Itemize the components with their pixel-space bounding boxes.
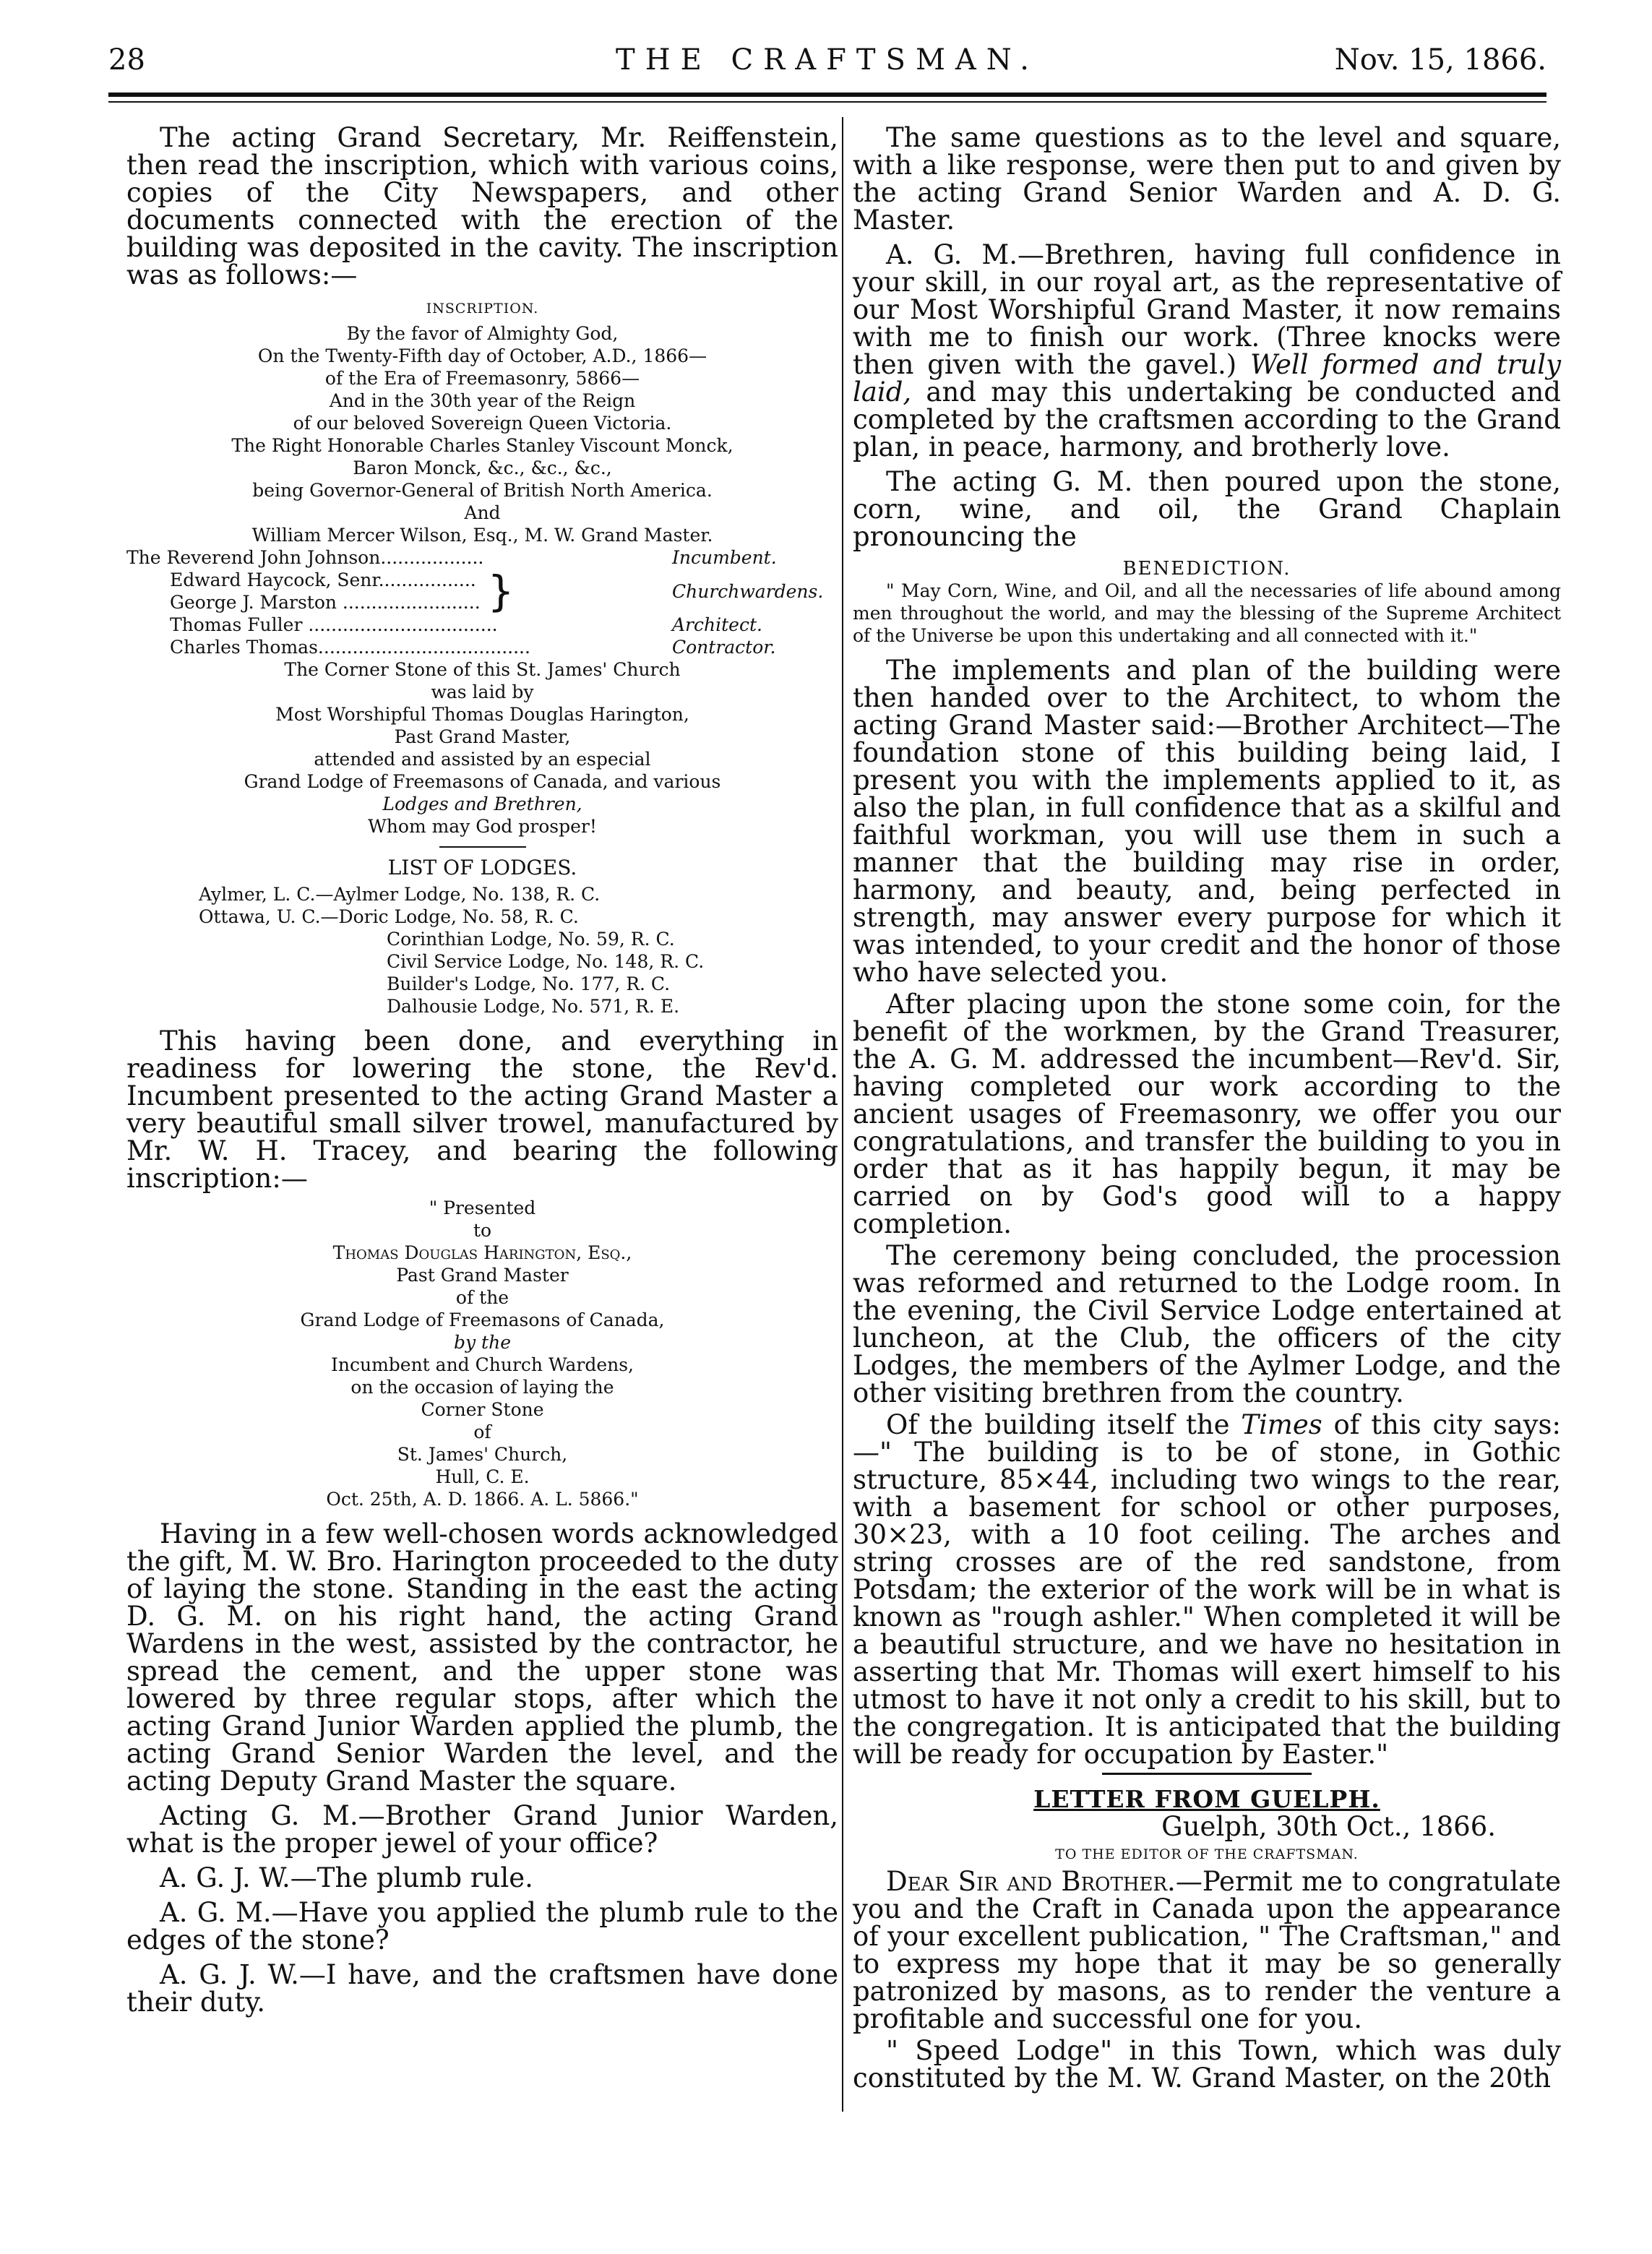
- inscription-line: And: [464, 502, 501, 523]
- inscription-line-italic: Lodges and Brethren,: [382, 793, 582, 814]
- inscription-line: Baron Monck, &c., &c., &c.,: [353, 457, 612, 478]
- page-number: 28: [108, 43, 145, 77]
- inscription-line: being Governor-General of British North America.: [252, 480, 713, 501]
- inscription-line: William Mercer Wilson, Esq., M. W. Grand Master.: [251, 525, 713, 546]
- lodge-item: Dalhousie Lodge, No. 571, R. E.: [387, 996, 680, 1017]
- trowel-line: Hull, C. E.: [435, 1466, 530, 1487]
- trowel-line: " Presented: [429, 1197, 536, 1218]
- paragraph-building: [853, 1411, 1561, 1768]
- running-header: [108, 43, 1546, 87]
- trowel-line: Thomas Douglas Harington, Esq.,: [332, 1242, 632, 1263]
- wardens-group: [170, 569, 522, 614]
- section-divider: [439, 846, 526, 848]
- inscription-line: was laid by: [431, 681, 534, 702]
- column-divider: [842, 117, 843, 2112]
- officers-list: [126, 546, 838, 658]
- paragraph-libation: The acting G. M. then poured upon the stone, corn, wine, and oil, the Grand Chaplain pronouncing the: [853, 466, 1561, 552]
- benediction-text: " May Corn, Wine, and Oil, and all the necessaries of life abound among men throughout the world, and may the blessing of the Supreme Architect of the Universe be upon this undertaking and all connected with it.": [853, 580, 1561, 646]
- text-run-italic: Times: [1241, 1409, 1322, 1440]
- issue-date: Nov. 15, 1866.: [1334, 43, 1546, 77]
- officer-role: Incumbent.: [672, 547, 777, 568]
- officer-row: [126, 614, 838, 636]
- trowel-line: Oct. 25th, A. D. 1866. A. L. 5866.": [326, 1489, 639, 1510]
- inscription-line: of the Era of Freemasonry, 5866—: [324, 368, 640, 389]
- header-rule-thin: [108, 101, 1546, 103]
- paragraph-dialogue: A. G. J. W.—I have, and the craftsmen have done their duty.: [126, 1959, 838, 2018]
- letter-paragraph: " Speed Lodge" in this Town, which was duly constituted by the M. W. Grand Master, on the 20th: [853, 2035, 1561, 2094]
- officer-role: Contractor.: [672, 637, 776, 658]
- publication-title: THE CRAFTSMAN.: [616, 43, 1039, 77]
- text-run-italic: Well formed and truly laid,: [853, 349, 1561, 408]
- inscription-line: of our beloved Sovereign Queen Victoria.: [293, 413, 672, 434]
- officer-name: Thomas Fuller .................................: [170, 614, 498, 635]
- inscription-line: Past Grand Master,: [394, 726, 571, 747]
- inscription-block-1: [126, 322, 838, 546]
- paragraph-dialogue: Acting G. M.—Brother Grand Junior Warden, what is the proper jewel of your office?: [126, 1800, 838, 1859]
- officer-row: [126, 636, 838, 658]
- letter-heading: LETTER FROM GUELPH.: [1033, 1785, 1380, 1813]
- inscription-line: Whom may God prosper!: [368, 816, 597, 837]
- paragraph-dialogue: A. G. M.—Have you applied the plumb rule to the edges of the stone?: [126, 1897, 838, 1956]
- lodges-heading: LIST OF LODGES.: [387, 856, 577, 879]
- paragraph-trowel: This having been done, and everything in readiness for lowering the stone, the Rev'd. Incumbent presented to the acting Grand Master a very beautiful small silver trowel, manufactured by Mr. W. H. Tracey, and bearing the following inscription:—: [126, 1025, 838, 1194]
- benediction-heading: BENEDICTION.: [1122, 558, 1291, 580]
- inscription-line: The Right Honorable Charles Stanley Vis⁠⁠count Monck,: [231, 435, 733, 456]
- trowel-line: on the occasion of laying the: [350, 1377, 614, 1398]
- lodge-item: Aylmer, L. C.—Aylmer Lodge, No. 138, R. C.: [199, 884, 601, 905]
- trowel-line: Incumbent and Church Wardens,: [330, 1354, 634, 1375]
- inscription-line: The Corner Stone of this St. James' Church: [284, 659, 681, 680]
- trowel-line: Corner Stone: [421, 1399, 544, 1420]
- officer-name: George J. Marston ........................: [170, 592, 481, 613]
- officer-row-wardens: [126, 569, 838, 614]
- inscription-line: By the favor of Almighty God,: [346, 323, 619, 344]
- trowel-line: St. James' Church,: [397, 1444, 568, 1465]
- wardens-names: [170, 569, 481, 614]
- left-column: [126, 124, 838, 2016]
- text-run: Of the building itself the: [886, 1409, 1242, 1440]
- trowel-line: of the: [455, 1287, 509, 1308]
- officer-name: The Reverend John Johnson..................: [126, 547, 484, 568]
- letter-salutation: Dear Sir and Brother.: [886, 1866, 1176, 1897]
- letter-paragraph: [853, 1868, 1561, 2033]
- trowel-line: of: [473, 1421, 491, 1442]
- section-divider: [1102, 1773, 1312, 1775]
- lodge-item: Ottawa, U. C.—Doric Lodge, No. 58, R. C.: [199, 906, 579, 927]
- text-run: A. G. M.—Brethren, having full confidence in your skill, in our royal art, as the representative of our Most Worshipful Grand Master, it now remains with me to finish our work. (Three knocks were then given with the gavel.): [853, 239, 1561, 380]
- inscription-line: attended and assisted by an especial: [314, 749, 651, 770]
- paragraph-architect: The implements and plan of the building were then handed over to the Architect, to whom the acting Grand Master said:—Brother Architect—The foundation stone of this building being laid, I present you with the implements applied to it, as also the plan, in full confidence that as a skilful and faithful workman, you will use them in such a manner that the building may rise in order, harmony, and beauty, and, being perfected in strength, may answer every purpose for which it was intended, to your credit and the honor of those who have selected you.: [853, 655, 1561, 988]
- inscription-line: Most Worshipful Thomas Douglas Harington,: [275, 704, 689, 725]
- letter-address: TO THE EDITOR OF THE CRAFTSMAN.: [1055, 1846, 1359, 1862]
- text-run: of this city says:—" The building is to be of stone, in Gothic structure, 85×44, including two wings to the rear, with a basement for school or other purposes, 30×23, with a 10 foot ceiling. The arches and string crosses are of the red sandstone, from Potsdam; the exterior of the work will be in what is known as "rough ashler." When completed it will be a beautiful structure, and we have no hesitation in asserting that Mr. Thomas will exert himself to his utmost to have it not only a credit to his skill, but to the congregation. It is anticipated that the building will be ready for occupation by Easter.": [853, 1409, 1561, 1770]
- paragraph-finish-work: [853, 241, 1561, 461]
- trowel-line: to: [473, 1220, 492, 1241]
- trowel-line: Past Grand Master: [396, 1265, 569, 1286]
- header-rule-thick: [108, 93, 1546, 97]
- text-run: and may this undertaking be conducted and completed by the craftsmen according to the Grand plan, in peace, harmony, and brotherly love.: [853, 377, 1561, 463]
- inscription-block-2: [126, 658, 838, 838]
- paragraph-dialogue: A. G. J. W.—The plumb rule.: [160, 1862, 533, 1893]
- paragraph-inscription-intro: The acting Grand Secretary, Mr. Reiffenstein, then read the inscription, which with various coins, copies of the City Newspapers, and other documents connected with the erection of the building was deposited in the cavity. The inscription was as follows:—: [126, 122, 838, 291]
- brace-glyph: }: [487, 567, 515, 616]
- trowel-line: by the: [453, 1332, 512, 1353]
- text-run: —Permit me to congratulate you and the Craft in Canada upon the appearance of your excellent publication, " The Craftsman," and to express my hope that it may be so generally patronized by masons, as to render the venture a profitable and successful one for you.: [853, 1866, 1561, 2034]
- paragraph-questions: The same questions as to the level and square, with a like response, were then put to and given by the acting Grand Senior Warden and A. D. G. Master.: [853, 122, 1561, 236]
- officer-name: Edward Haycock, Senr.................: [170, 569, 476, 590]
- trowel-inscription: [126, 1197, 838, 1510]
- paragraph-incumbent: After placing upon the stone some coin, for the benefit of the workmen, by the Grand Treasurer, the A. G. M. addressed the incumbent—Rev'd. Sir, having completed our work according to the ancient usages of Freemasonry, we offer you our congratulations, and transfer the building to you in order that as it has happily begun, it may be carried on by God's good will to a happy completion.: [853, 989, 1561, 1239]
- officer-role: Churchwardens.: [672, 580, 824, 602]
- paragraph-ceremony: The ceremony being concluded, the procession was reformed and returned to the Lodge room. In the evening, the Civil Service Lodge entertained at luncheon, at the Club, the officers of the city Lodges, the members of the Aylmer Lodge, and the other visiting brethren from the country.: [853, 1240, 1561, 1408]
- officer-name: Charles Thomas.....................................: [170, 637, 530, 658]
- inscription-line: And in the 30th year of the Reign: [329, 390, 636, 411]
- inscription-line: Grand Lodge of Freemasons of Canada, and various: [244, 771, 721, 792]
- lodge-item: Corinthian Lodge, No. 59, R. C.: [387, 929, 675, 950]
- paragraph-laying-stone: Having in a few well-chosen words acknowledged the gift, M. W. Bro. Harington proceeded to the duty of laying the stone. Standing in the east the acting D. G. M. on his right hand, the acting Grand Wardens in the west, assisted by the contractor, he spread the cement, and the upper stone was lowered by three regular stops, after which the acting Grand Junior Warden applied the plumb, the acting Grand Senior Warden the level, and the acting Deputy Grand Master the square.: [126, 1518, 838, 1797]
- letter-dateline: Guelph, 30th Oct., 1866.: [1161, 1811, 1496, 1842]
- inscription-line: On the Twenty-Fifth day of October, A.D., 1866—: [257, 345, 707, 366]
- officer-row: [126, 546, 838, 569]
- right-column: [853, 124, 1561, 2092]
- inscription-heading: INSCRIPTION.: [426, 301, 539, 317]
- lodge-item: Civil Service Lodge, No. 148, R. C.: [387, 951, 705, 972]
- officer-role: Architect.: [672, 614, 762, 635]
- trowel-line: Grand Lodge of Freemasons of Canada,: [300, 1309, 665, 1330]
- lodge-item: Builder's Lodge, No. 177, R. C.: [387, 973, 671, 994]
- lodges-list: [126, 883, 838, 1018]
